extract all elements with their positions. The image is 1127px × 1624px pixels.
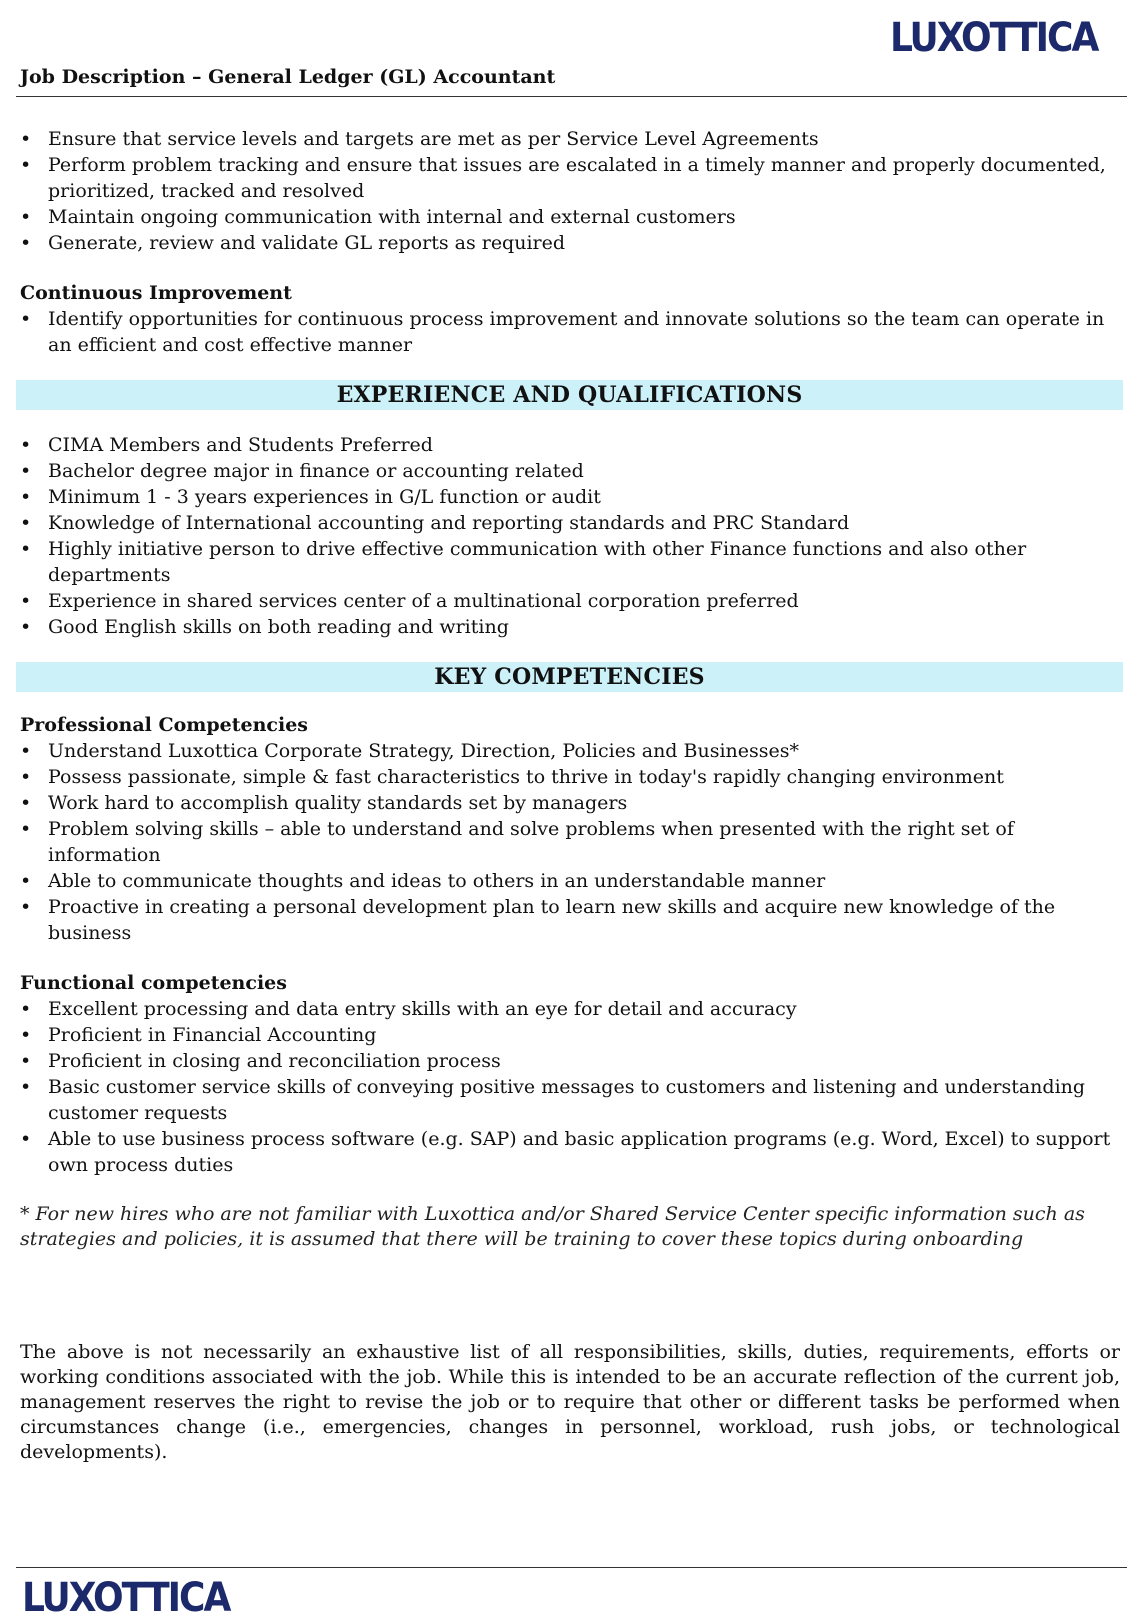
list-item: • Maintain ongoing communication with internal and external customers [20, 204, 1120, 230]
continuous-improvement-heading: Continuous Improvement [20, 282, 292, 304]
intro-bullet-list [20, 126, 1120, 256]
list-item: • Possess passionate, simple & fast characteristics to thrive in today's rapidly changing environment [20, 764, 1120, 790]
footer-divider [16, 1567, 1127, 1568]
luxottica-logo-header: LUXOTTICA [890, 15, 1098, 61]
list-item: • Identify opportunities for continuous process improvement and innovate solutions so the team can operate in an efficient and cost effective manner [20, 306, 1120, 358]
list-item: • Basic customer service skills of conveying positive messages to customers and listening and understanding customer requests [20, 1074, 1120, 1126]
list-item: • Good English skills on both reading and writing [20, 614, 1120, 640]
list-item: • Work hard to accomplish quality standards set by managers [20, 790, 1120, 816]
list-item: • Proficient in closing and reconciliation process [20, 1048, 1120, 1074]
functional-competencies-list [20, 996, 1120, 1178]
key-competencies-banner: KEY COMPETENCIES [16, 662, 1123, 692]
continuous-improvement-list [20, 306, 1120, 358]
list-item: • CIMA Members and Students Preferred [20, 432, 1120, 458]
document-body [20, 126, 1120, 1465]
experience-list [20, 432, 1120, 640]
disclaimer-paragraph: The above is not necessarily an exhaustive list of all responsibilities, skills, duties, requirements, efforts or working conditions associated with the job. While this is intended to be an accurate reflection of the current job, management reserves the right to revise the job or to require that other or different tasks be performed when circumstances change (i.e., emergencies, changes in personnel, workload, rush jobs, or technological developments). [20, 1341, 1120, 1463]
list-item: • Generate, review and validate GL reports as required [20, 230, 1120, 256]
professional-competencies-list [20, 738, 1120, 946]
list-item: • Able to communicate thoughts and ideas to others in an understandable manner [20, 868, 1120, 894]
professional-competencies-heading: Professional Competencies [20, 714, 308, 736]
experience-section-banner: EXPERIENCE AND QUALIFICATIONS [16, 380, 1123, 410]
list-item: • Proactive in creating a personal development plan to learn new skills and acquire new knowledge of the business [20, 894, 1120, 946]
list-item: • Highly initiative person to drive effective communication with other Finance functions and also other departments [20, 536, 1120, 588]
luxottica-logo-footer: LUXOTTICA [22, 1575, 230, 1621]
list-item: • Able to use business process software (e.g. SAP) and basic application programs (e.g. Word, Excel) to support own process duties [20, 1126, 1120, 1178]
list-item: • Problem solving skills – able to understand and solve problems when presented with the right set of information [20, 816, 1120, 868]
list-item: • Excellent processing and data entry skills with an eye for detail and accuracy [20, 996, 1120, 1022]
list-item: • Perform problem tracking and ensure that issues are escalated in a timely manner and properly documented, prioritized, tracked and resolved [20, 152, 1120, 204]
list-item: • Knowledge of International accounting and reporting standards and PRC Standard [20, 510, 1120, 536]
functional-competencies-heading: Functional competencies [20, 972, 287, 994]
list-item: • Ensure that service levels and targets are met as per Service Level Agreements [20, 126, 1120, 152]
list-item: • Minimum 1 - 3 years experiences in G/L function or audit [20, 484, 1120, 510]
document-title: Job Description – General Ledger (GL) Accountant [20, 66, 556, 88]
header-divider [16, 96, 1127, 97]
onboarding-footnote: * For new hires who are not familiar with Luxottica and/or Shared Service Center specific information such as strategies and policies, it is assumed that there will be training to cover these topics during onboarding [20, 1203, 1085, 1250]
list-item: • Proficient in Financial Accounting [20, 1022, 1120, 1048]
list-item: • Experience in shared services center of a multinational corporation preferred [20, 588, 1120, 614]
list-item: • Understand Luxottica Corporate Strategy, Direction, Policies and Businesses* [20, 738, 1120, 764]
list-item: • Bachelor degree major in finance or accounting related [20, 458, 1120, 484]
